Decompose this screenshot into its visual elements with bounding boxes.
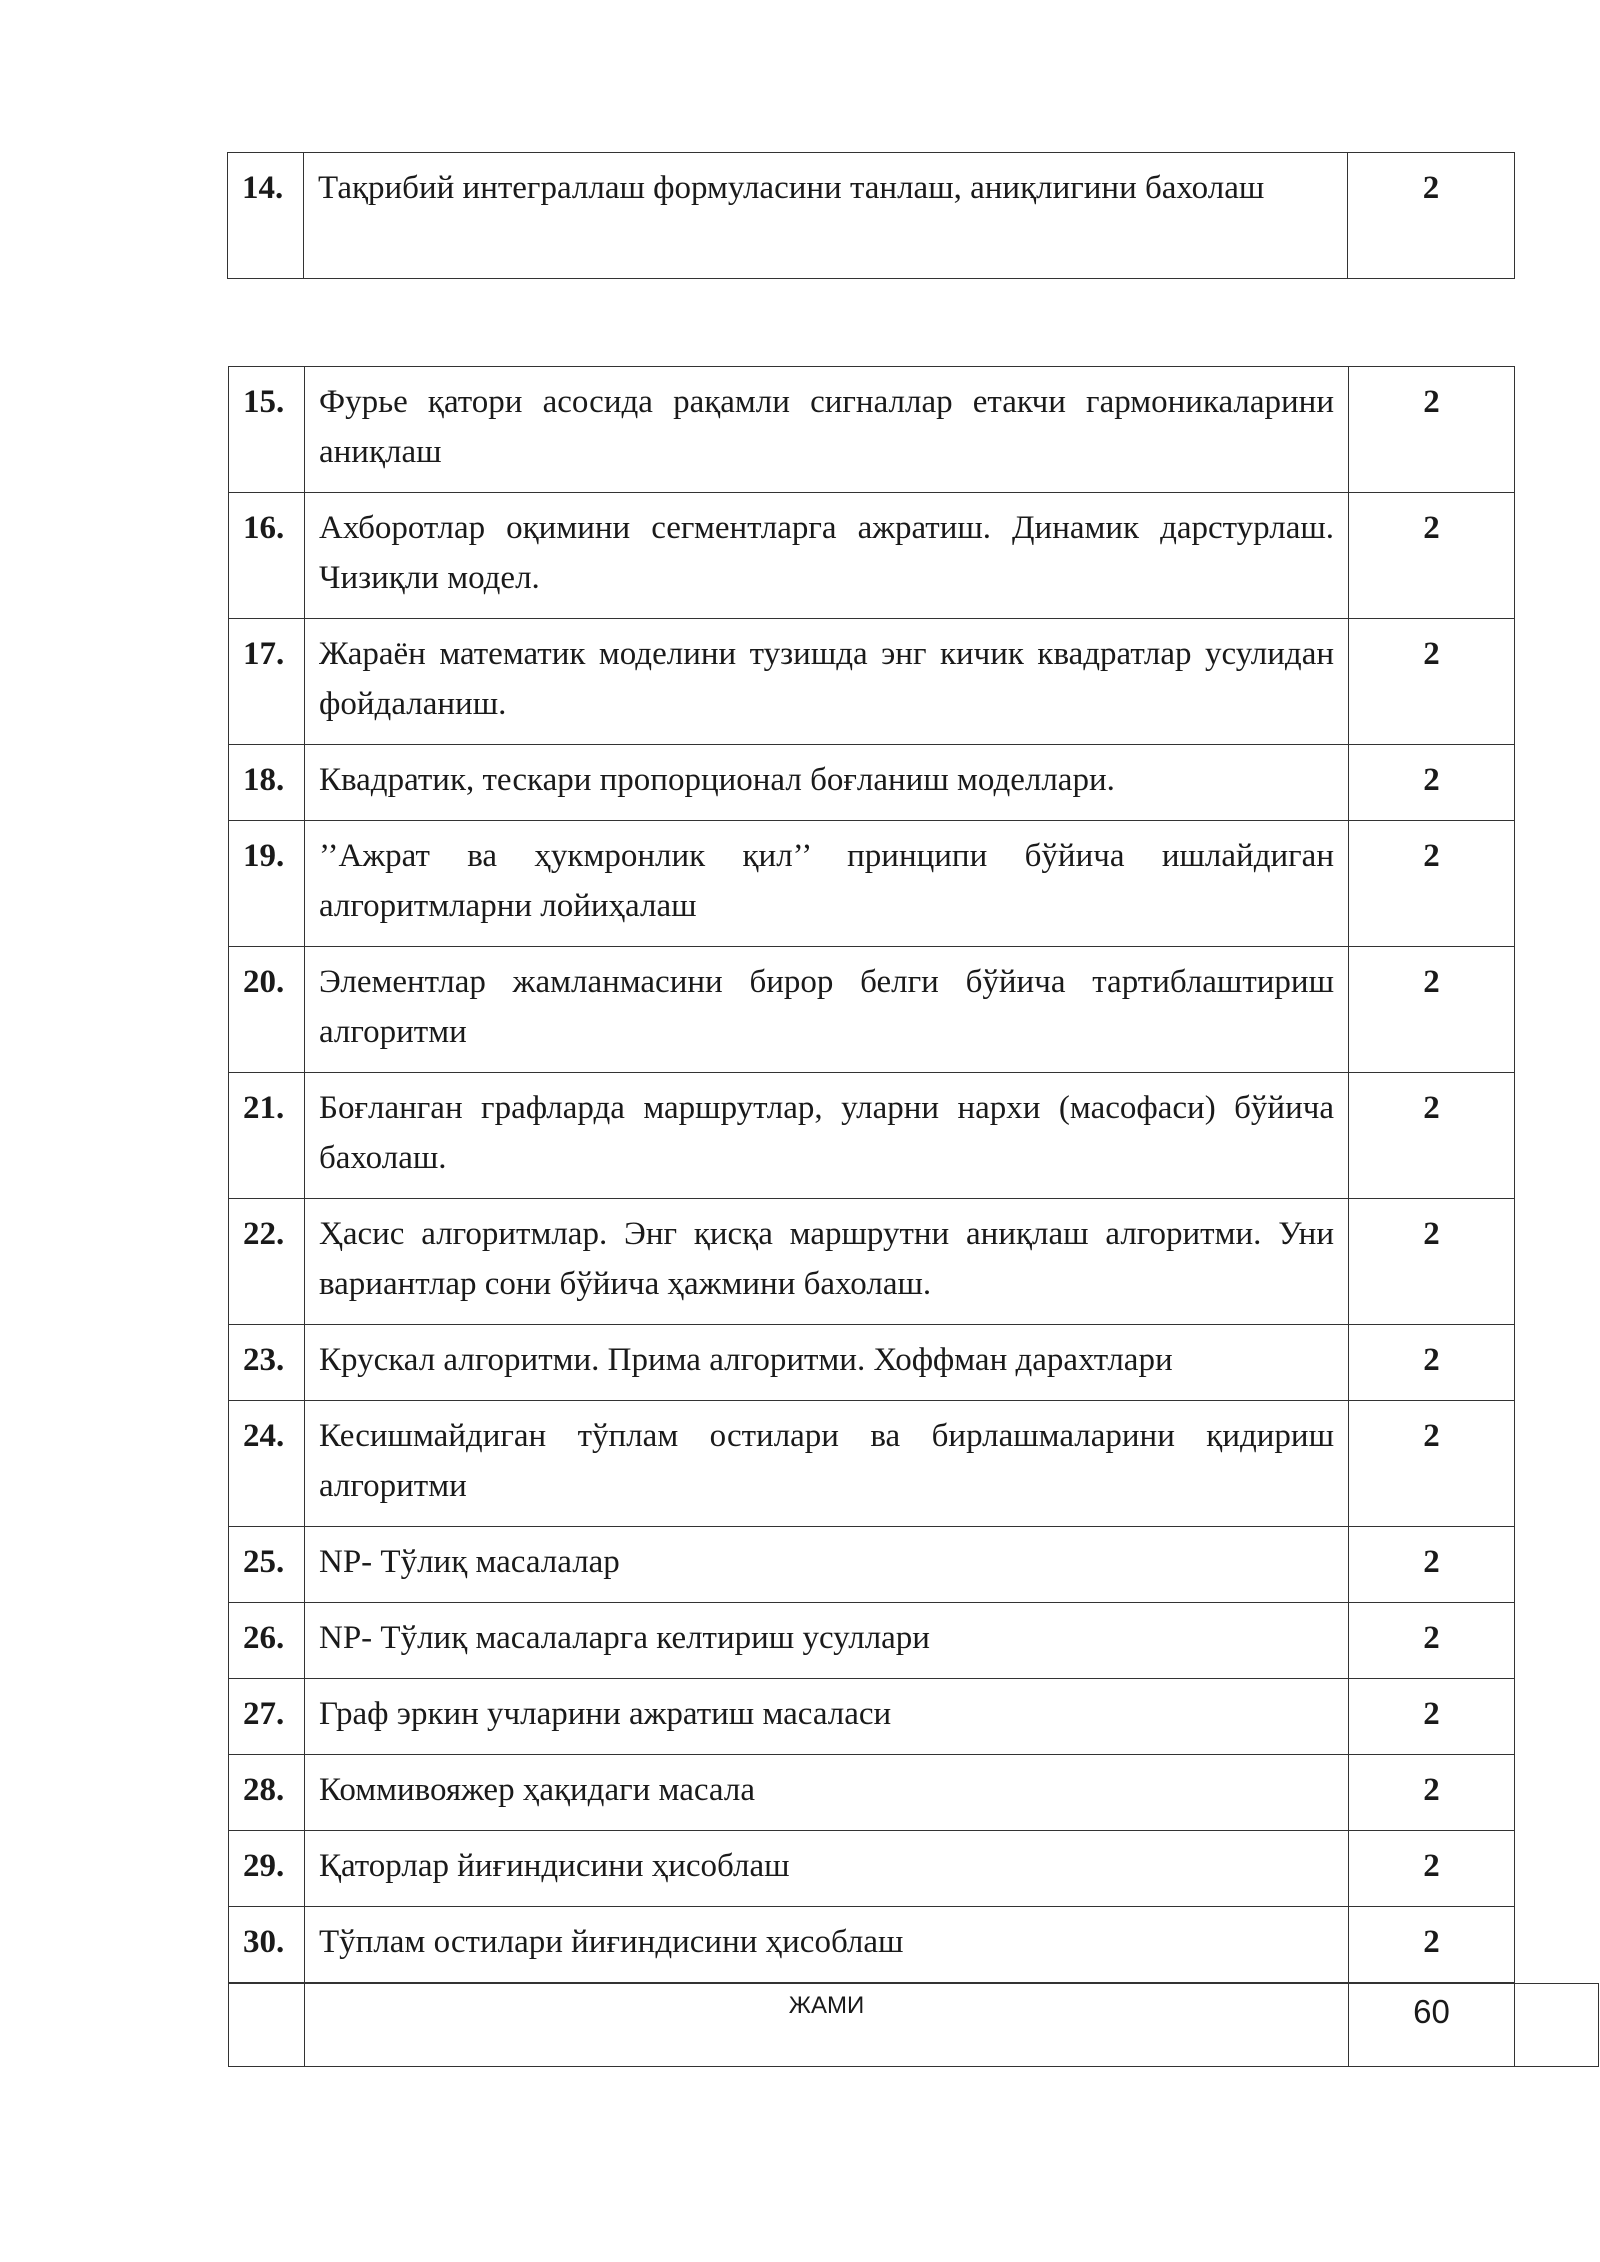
row-number: 21. (229, 1073, 305, 1199)
row-number: 27. (229, 1679, 305, 1755)
row-number: 29. (229, 1831, 305, 1907)
topic-title: NP- Тўлиқ масалаларга келтириш усуллари (305, 1603, 1349, 1679)
total-row (229, 1984, 1599, 2067)
row-number: 25. (229, 1527, 305, 1603)
row-number: 24. (229, 1401, 305, 1527)
hours-value: 2 (1349, 1527, 1515, 1603)
hours-value: 2 (1349, 1679, 1515, 1755)
hours-value: 2 (1349, 1755, 1515, 1831)
table-row (229, 1527, 1515, 1603)
hours-value: 2 (1349, 1603, 1515, 1679)
row-number: 14. (228, 153, 304, 279)
table-row (229, 1325, 1515, 1401)
hours-value: 2 (1349, 1199, 1515, 1325)
topic-title: Крускал алгоритми. Прима алгоритми. Хоффман дарахтлари (305, 1325, 1349, 1401)
row-number: 22. (229, 1199, 305, 1325)
row-number: 17. (229, 619, 305, 745)
topic-title: Квадратик, тескари пропорционал боғланиш моделлари. (305, 745, 1349, 821)
table-row (229, 1755, 1515, 1831)
row-number: 28. (229, 1755, 305, 1831)
hours-value: 2 (1349, 1401, 1515, 1527)
table-row (229, 745, 1515, 821)
topic-title: Коммивояжер ҳақидаги масала (305, 1755, 1349, 1831)
hours-value: 2 (1349, 745, 1515, 821)
topic-title: Қаторлар йиғиндисини ҳисоблаш (305, 1831, 1349, 1907)
topic-title: Элементлар жамланмасини бирор белги бўйича тартиблаштириш алгоритми (305, 947, 1349, 1073)
hours-value: 2 (1348, 153, 1515, 279)
table-row (229, 1603, 1515, 1679)
total-table (228, 1983, 1599, 2067)
hours-value: 2 (1349, 1907, 1515, 1983)
hours-value: 2 (1349, 821, 1515, 947)
table-row (229, 1073, 1515, 1199)
row-number: 30. (229, 1907, 305, 1983)
total-extra-cell (1515, 1984, 1599, 2067)
topic-title: Жараён математик моделини тузишда энг кичик квадратлар усулидан фойдаланиш. (305, 619, 1349, 745)
topics-table-top-body (228, 153, 1515, 279)
table-row (229, 1831, 1515, 1907)
row-number: 16. (229, 493, 305, 619)
table-row (229, 1907, 1515, 1983)
hours-value: 2 (1349, 619, 1515, 745)
topics-table-main (228, 366, 1515, 1983)
topic-title: Граф эркин учларини ажратиш масаласи (305, 1679, 1349, 1755)
topic-title: Кесишмайдиган тўплам остилари ва бирлашмаларини қидириш алгоритми (305, 1401, 1349, 1527)
topic-title: Фурье қатори асосида рақамли сигналлар етакчи гармоникаларини аниқлаш (305, 367, 1349, 493)
topic-title: ’’Ажрат ва ҳукмронлик қил’’ принципи бўйича ишлайдиган алгоритмларни лойиҳалаш (305, 821, 1349, 947)
topic-title: Ҳасис алгоритмлар. Энг қисқа маршрутни аниқлаш алгоритми. Уни вариантлар сони бўйича ҳажмини бахолаш. (305, 1199, 1349, 1325)
hours-value: 2 (1349, 1831, 1515, 1907)
table-row (229, 493, 1515, 619)
hours-value: 2 (1349, 1325, 1515, 1401)
table-row (229, 821, 1515, 947)
row-number: 19. (229, 821, 305, 947)
table-row (229, 1401, 1515, 1527)
hours-value: 2 (1349, 1073, 1515, 1199)
table-row (228, 153, 1515, 279)
table-row (229, 367, 1515, 493)
topic-title: Тўплам остилари йиғиндисини ҳисоблаш (305, 1907, 1349, 1983)
topic-title: Боғланган графларда маршрутлар, уларни нархи (масофаси) бўйича бахолаш. (305, 1073, 1349, 1199)
table-row (229, 1199, 1515, 1325)
total-value: 60 (1349, 1984, 1515, 2067)
hours-value: 2 (1349, 367, 1515, 493)
hours-value: 2 (1349, 493, 1515, 619)
row-number: 18. (229, 745, 305, 821)
total-label: ЖАМИ (305, 1984, 1349, 2067)
hours-value: 2 (1349, 947, 1515, 1073)
topic-title: NP- Тўлиқ масалалар (305, 1527, 1349, 1603)
row-number: 20. (229, 947, 305, 1073)
topics-table-main-body (229, 367, 1515, 1983)
row-number: 23. (229, 1325, 305, 1401)
topic-title: Тақрибий интеграллаш формуласини танлаш, аниқлигини бахолаш (304, 153, 1348, 279)
topic-title: Ахборотлар оқимини сегментларга ажратиш. Динамик дарстурлаш. Чизиқли модел. (305, 493, 1349, 619)
table-row (229, 619, 1515, 745)
row-number: 26. (229, 1603, 305, 1679)
total-empty-cell (229, 1984, 305, 2067)
table-row (229, 1679, 1515, 1755)
table-row (229, 947, 1515, 1073)
topics-table-top (227, 152, 1515, 279)
row-number: 15. (229, 367, 305, 493)
